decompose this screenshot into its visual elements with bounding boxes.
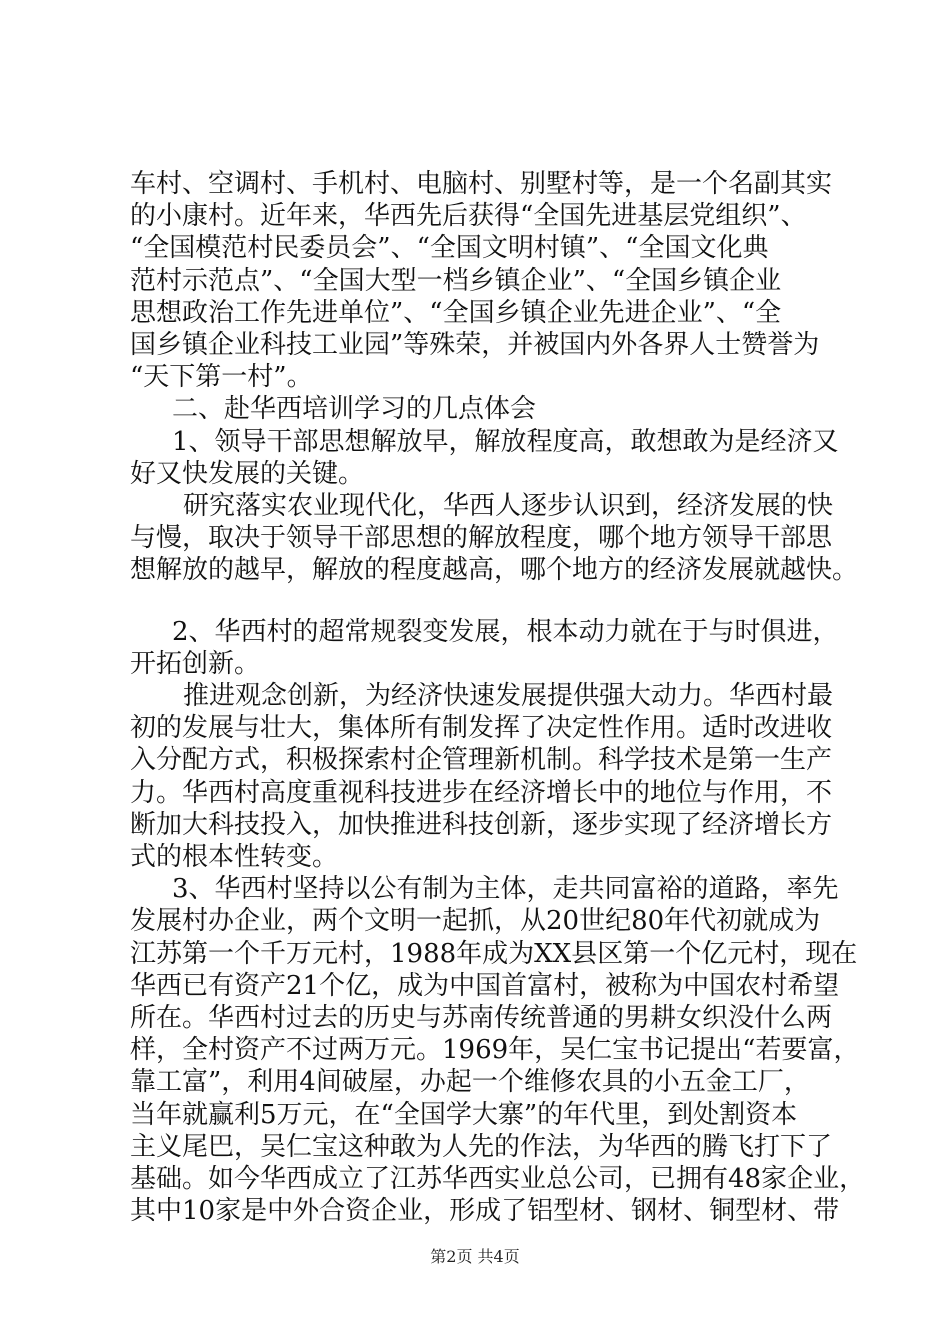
body-text-line: 样，全村资产不过两万元。1969年，吴仁宝书记提出“若要富，: [130, 1035, 860, 1065]
body-text-line: 推进观念创新，为经济快速发展提供强大动力。华西村最: [183, 681, 834, 711]
body-text-line: 与慢，取决于领导干部思想的解放程度，哪个地方领导干部思: [130, 523, 833, 553]
body-text-line: 江苏第一个千万元村，1988年成为XX县区第一个亿元村，现在: [130, 939, 858, 969]
body-text-line: 靠工富”，利用4间破屋，办起一个维修农具的小五金工厂，: [130, 1067, 810, 1097]
body-text-line: 力。华西村高度重视科技进步在经济增长中的地位与作用，不: [130, 778, 833, 808]
body-text-line: 基础。如今华西成立了江苏华西实业总公司，已拥有48家企业，: [130, 1164, 866, 1194]
body-text-line: 式的根本性转变。: [130, 842, 339, 872]
body-text-line: 研究落实农业现代化，华西人逐步认识到，经济发展的快: [183, 491, 834, 521]
page-footer: 第2页 共4页: [430, 1247, 520, 1266]
subheading-1-line: 1、领导干部思想解放早，解放程度高，敢想敢为是经济又: [172, 427, 839, 457]
body-text-line: 断加大科技投入，加快推进科技创新，逐步实现了经济增长方: [130, 810, 833, 840]
body-text-line: 范村示范点”、“全国大型一档乡镇企业”、“全国乡镇企业: [130, 266, 782, 296]
body-text-line: “全国模范村民委员会”、“全国文明村镇”、“全国文化典: [130, 233, 769, 263]
body-text-line: 发展村办企业，两个文明一起抓，从20世纪80年代初就成为: [130, 906, 821, 936]
subheading-3-line: 3、华西村坚持以公有制为主体，走共同富裕的道路，率先: [172, 874, 839, 904]
body-text-line: 想解放的越早，解放的程度越高，哪个地方的经济发展就越快。: [130, 555, 859, 585]
body-text-line: 思想政治工作先进单位”、“全国乡镇企业先进企业”、“全: [130, 298, 782, 328]
body-text-line: 初的发展与壮大，集体所有制发挥了决定性作用。适时改进收: [130, 713, 833, 743]
section-heading: 二、赴华西培训学习的几点体会: [172, 394, 537, 424]
body-text-line: 的小康村。近年来，华西先后获得“全国先进基层党组织”、: [130, 201, 807, 231]
body-text-line: “天下第一村”。: [130, 362, 313, 392]
body-text-line: 其中10家是中外合资企业，形成了铝型材、钢材、铜型材、带: [130, 1196, 840, 1226]
body-text-line: 车村、空调村、手机村、电脑村、别墅村等，是一个名副其实: [130, 169, 833, 199]
subheading-2-line: 开拓创新。: [130, 649, 261, 679]
body-text-line: 国乡镇企业科技工业园”等殊荣，并被国内外各界人士赞誉为: [130, 330, 820, 360]
subheading-1-line: 好又快发展的关键。: [130, 459, 365, 489]
body-text-line: 华西已有资产21个亿，成为中国首富村，被称为中国农村希望: [130, 971, 840, 1001]
body-text-line: 入分配方式，积极探索村企管理新机制。科学技术是第一生产: [130, 745, 833, 775]
body-text-line: 所在。华西村过去的历史与苏南传统普通的男耕女织没什么两: [130, 1003, 833, 1033]
subheading-2-line: 2、华西村的超常规裂变发展，根本动力就在于与时俱进，: [172, 617, 839, 647]
body-text-line: 当年就赢利5万元，在“全国学大寨”的年代里，到处割资本: [130, 1100, 798, 1130]
body-text-line: 主义尾巴，吴仁宝这种敢为人先的作法，为华西的腾飞打下了: [130, 1132, 833, 1162]
